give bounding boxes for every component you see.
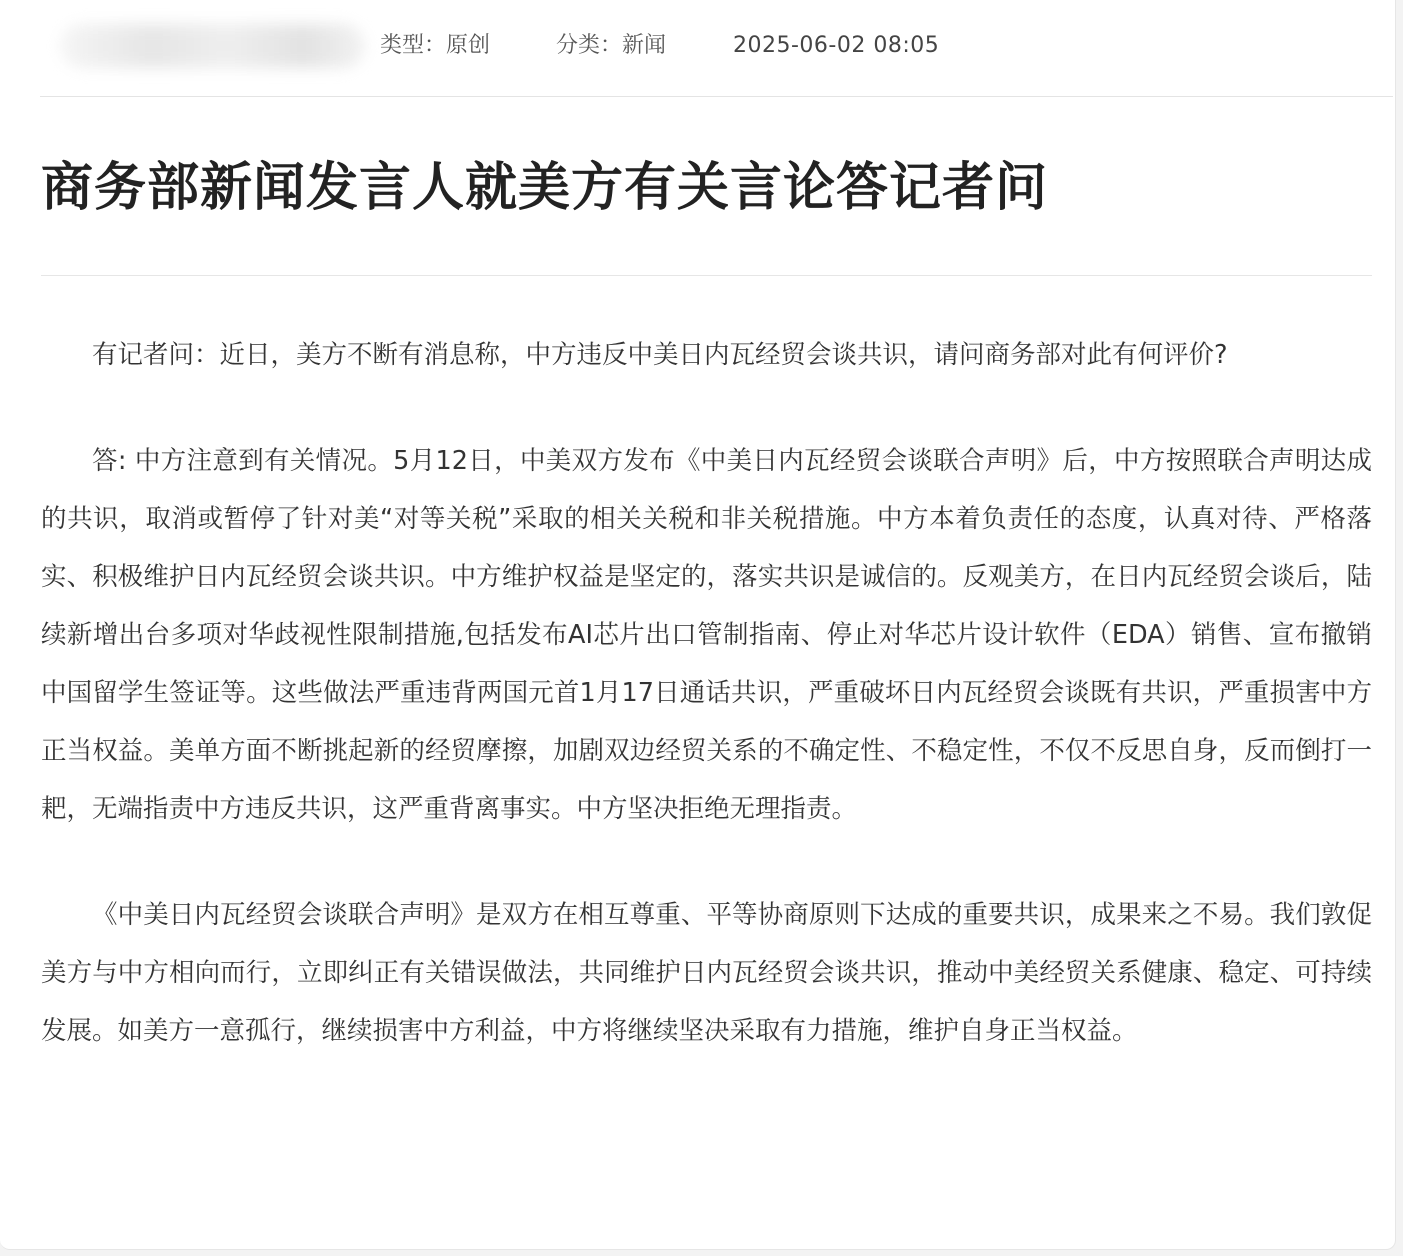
article-type: 类型：原创 bbox=[380, 33, 491, 58]
paragraph-statement: 《中美日内瓦经贸会谈联合声明》是双方在相互尊重、平等协商原则下达成的重要共识，成果来之不易。我们敦促美方与中方相向而行，立即纠正有关错误做法，共同维护日内瓦经贸会谈共识，推动中美经贸关系健康、稳定、可持续发展。如美方一意孤行，继续损害中方利益，中方将继续坚决采取有力措施，维护自身正当权益。 bbox=[41, 900, 1372, 1046]
article-meta-bar bbox=[40, 0, 1393, 97]
author-name-blurred bbox=[60, 24, 365, 68]
paragraph-question: 有记者问：近日，美方不断有消息称，中方违反中美日内瓦经贸会谈共识，请问商务部对此有何评价? bbox=[92, 340, 1228, 370]
article-body bbox=[41, 326, 1372, 1060]
article-category: 分类：新闻 bbox=[556, 33, 667, 58]
paragraph-answer: 答: 中方注意到有关情况。5月12日，中美双方发布《中美日内瓦经贸会谈联合声明》后，中方按照联合声明达成的共识，取消或暂停了针对美“对等关税”采取的相关关税和非关税措施。中方本着负责任的态度，认真对待、严格落实、积极维护日内瓦经贸会谈共识。中方维护权益是坚定的，落实共识是诚信的。反观美方，在日内瓦经贸会谈后，陆续新增出台多项对华歧视性限制措施,包括发布AI芯片出口管制指南、停止对华芯片设计软件（EDA）销售、宣布撤销中国留学生签证等。这些做法严重违背两国元首1月17日通话共识，严重破坏日内瓦经贸会谈既有共识，严重损害中方正当权益。美单方面不断挑起新的经贸摩擦，加剧双边经贸关系的不确定性、不稳定性，不仅不反思自身，反而倒打一耙，无端指责中方违反共识，这严重背离事实。中方坚决拒绝无理指责。 bbox=[41, 446, 1372, 824]
title-divider bbox=[41, 275, 1372, 276]
article-title: 商务部新闻发言人就美方有关言论答记者问 bbox=[41, 158, 1049, 218]
publish-date: 2025-06-02 08:05 bbox=[733, 33, 940, 58]
